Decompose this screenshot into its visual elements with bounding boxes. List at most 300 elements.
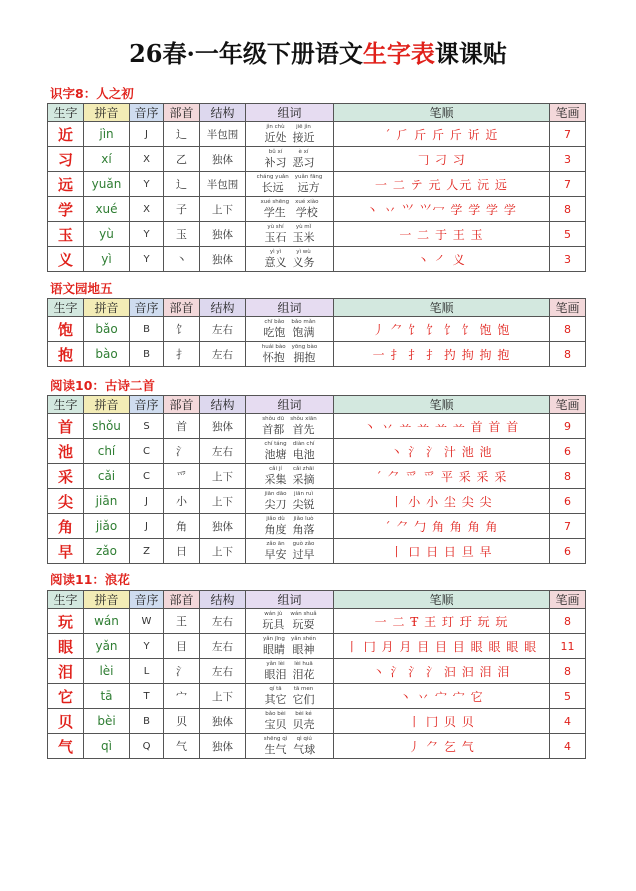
cell-strokes: ´ ⺈ 勹 角 角 角 角 (334, 514, 550, 539)
word-pinyin: bèi ké (295, 711, 312, 717)
word-pinyin: tā men (293, 686, 314, 692)
cell-order: Q (130, 734, 164, 759)
table-row (48, 709, 586, 734)
word-pinyin: jiān ruì (294, 491, 313, 497)
cell-words (246, 609, 334, 634)
cell-struct: 独体 (200, 222, 246, 247)
header-struct: 结构 (200, 104, 246, 122)
header-char: 生字 (48, 104, 84, 122)
word-item (263, 320, 285, 338)
cell-words (246, 342, 334, 367)
character-table (47, 590, 586, 759)
header-struct: 结构 (200, 299, 246, 317)
word-pinyin: yǎn jīng (263, 636, 285, 642)
cell-words (246, 489, 334, 514)
cell-pinyin: yǎn (84, 634, 130, 659)
cell-count: 5 (550, 222, 586, 247)
word-item (293, 662, 315, 680)
cell-strokes: 丶 丷 䒑 䒑 䒑 䒑 首 首 首 (334, 414, 550, 439)
word-pinyin: jiān dāo (264, 491, 287, 497)
header-order: 音序 (130, 104, 164, 122)
word-pinyin: jiē jìn (296, 124, 311, 130)
word-pinyin: cǎi jí (269, 466, 282, 472)
word-hanzi: 玩耍 (292, 618, 315, 631)
word-pinyin: bǎo mǎn (291, 319, 316, 325)
word-list (246, 492, 333, 510)
word-item (262, 417, 284, 435)
cell-strokes: 丶 ㇒ 义 (334, 247, 550, 272)
cell-struct: 上下 (200, 464, 246, 489)
cell-pinyin: bèi (84, 709, 130, 734)
word-pinyin: chī bǎo (264, 319, 285, 325)
word-hanzi: 池塘 (264, 448, 287, 461)
cell-count: 8 (550, 317, 586, 342)
cell-char: 玉 (48, 222, 84, 247)
word-item (293, 492, 315, 510)
cell-words (246, 709, 334, 734)
character-table (47, 395, 586, 564)
word-pinyin: lèi huā (294, 661, 313, 667)
word-hanzi: 气球 (293, 743, 316, 756)
word-list (246, 637, 333, 655)
cell-struct: 左右 (200, 634, 246, 659)
word-hanzi: 尖锐 (292, 498, 315, 511)
cell-radical: 宀 (164, 684, 200, 709)
word-list (246, 200, 333, 218)
table-row (48, 197, 586, 222)
cell-struct: 独体 (200, 734, 246, 759)
word-item (265, 225, 287, 243)
word-pinyin: wán shuǎ (290, 611, 317, 617)
cell-struct: 独体 (200, 414, 246, 439)
word-hanzi: 玉石 (264, 231, 287, 244)
cell-order: J (130, 514, 164, 539)
cell-strokes: ´ ⺁ 斤 斤 斤 䜣 近 (334, 122, 550, 147)
word-pinyin: bǔ xí (268, 149, 283, 155)
word-hanzi: 角落 (292, 523, 315, 536)
cell-char: 尖 (48, 489, 84, 514)
word-pinyin: shǒu dū (262, 416, 285, 422)
header-order: 音序 (130, 396, 164, 414)
word-hanzi: 其它 (264, 693, 287, 706)
cell-strokes: 丶 氵 氵 汁 池 池 (334, 439, 550, 464)
word-item (293, 225, 315, 243)
word-hanzi: 吃饱 (263, 326, 286, 339)
cell-strokes: 一 扌 扌 扌 扚 拘 拘 抱 (334, 342, 550, 367)
word-item (293, 442, 315, 460)
word-pinyin: chí táng (264, 441, 287, 447)
title-prefix: 26春·一年级下册语文 (129, 39, 363, 68)
word-hanzi: 眼睛 (262, 643, 285, 656)
cell-order: Z (130, 539, 164, 564)
cell-char: 泪 (48, 659, 84, 684)
word-item (293, 517, 315, 535)
word-item (262, 345, 286, 363)
table-row (48, 634, 586, 659)
word-hanzi: 学生 (263, 206, 286, 219)
cell-struct: 独体 (200, 247, 246, 272)
word-pinyin: xué shēng (260, 199, 290, 205)
cell-count: 3 (550, 247, 586, 272)
word-item (265, 467, 287, 485)
word-list (246, 687, 333, 705)
header-radical: 部首 (164, 104, 200, 122)
cell-words (246, 414, 334, 439)
cell-pinyin: yì (84, 247, 130, 272)
cell-struct: 左右 (200, 342, 246, 367)
cell-char: 采 (48, 464, 84, 489)
cell-radical: 角 (164, 514, 200, 539)
word-pinyin: yuǎn fāng (294, 174, 323, 180)
header-strokes: 笔顺 (334, 396, 550, 414)
cell-order: B (130, 709, 164, 734)
cell-words (246, 247, 334, 272)
word-list (246, 417, 333, 435)
cell-char: 首 (48, 414, 84, 439)
word-pinyin: è xí (298, 149, 309, 155)
header-order: 音序 (130, 299, 164, 317)
word-item (291, 637, 316, 655)
header-pinyin: 拼音 (84, 591, 130, 609)
cell-strokes: 丨 冂 贝 贝 (334, 709, 550, 734)
cell-pinyin: xí (84, 147, 130, 172)
cell-words (246, 464, 334, 489)
cell-struct: 独体 (200, 514, 246, 539)
cell-order: S (130, 414, 164, 439)
word-item (265, 542, 287, 560)
cell-radical: 贝 (164, 709, 200, 734)
cell-count: 7 (550, 122, 586, 147)
cell-struct: 上下 (200, 489, 246, 514)
character-table (47, 298, 586, 367)
cell-radical: 丶 (164, 247, 200, 272)
cell-radical: 王 (164, 609, 200, 634)
cell-pinyin: xué (84, 197, 130, 222)
header-pinyin: 拼音 (84, 396, 130, 414)
header-radical: 部首 (164, 299, 200, 317)
title-accent: 生字表 (362, 39, 435, 68)
cell-order: Y (130, 172, 164, 197)
header-char: 生字 (48, 299, 84, 317)
cell-radical: 子 (164, 197, 200, 222)
word-item (263, 637, 285, 655)
cell-order: C (130, 439, 164, 464)
cell-radical: 辶 (164, 122, 200, 147)
cell-pinyin: chí (84, 439, 130, 464)
cell-char: 玩 (48, 609, 84, 634)
word-item (290, 612, 316, 630)
word-item (292, 345, 318, 363)
word-hanzi: 首先 (292, 423, 315, 436)
cell-struct: 独体 (200, 709, 246, 734)
word-item (293, 737, 315, 755)
cell-strokes: 丨 口 日 日 旦 早 (334, 539, 550, 564)
cell-radical: 扌 (164, 342, 200, 367)
cell-pinyin: zǎo (84, 539, 130, 564)
word-hanzi: 过早 (292, 548, 315, 561)
word-list (246, 175, 333, 193)
word-hanzi: 早安 (264, 548, 287, 561)
header-words: 组词 (246, 104, 334, 122)
word-item (293, 542, 315, 560)
word-pinyin: jiǎo dù (266, 516, 285, 522)
word-item (264, 442, 286, 460)
table-row (48, 684, 586, 709)
header-strokes: 笔顺 (334, 299, 550, 317)
header-radical: 部首 (164, 591, 200, 609)
word-item (265, 125, 287, 143)
header-strokes: 笔顺 (334, 591, 550, 609)
cell-struct: 独体 (200, 147, 246, 172)
cell-words (246, 514, 334, 539)
cell-radical: 目 (164, 634, 200, 659)
header-pinyin: 拼音 (84, 104, 130, 122)
word-hanzi: 宝贝 (264, 718, 287, 731)
cell-strokes: 丿 ⺈ 乞 气 (334, 734, 550, 759)
cell-radical: 氵 (164, 439, 200, 464)
header-char: 生字 (48, 591, 84, 609)
cell-strokes: 丨 冂 月 月 目 目 目 眼 眼 眼 眼 (334, 634, 550, 659)
word-hanzi: 补习 (264, 156, 287, 169)
table-row (48, 439, 586, 464)
word-pinyin: qì qiú (296, 736, 312, 742)
cell-count: 3 (550, 147, 586, 172)
word-hanzi: 义务 (292, 256, 315, 269)
cell-char: 义 (48, 247, 84, 272)
cell-pinyin: shǒu (84, 414, 130, 439)
cell-pinyin: yuǎn (84, 172, 130, 197)
word-pinyin: huái bào (261, 344, 286, 350)
cell-words (246, 222, 334, 247)
word-hanzi: 玉米 (292, 231, 315, 244)
cell-radical: 饣 (164, 317, 200, 342)
cell-words (246, 317, 334, 342)
cell-char: 学 (48, 197, 84, 222)
cell-count: 9 (550, 414, 586, 439)
word-hanzi: 接近 (292, 131, 315, 144)
word-pinyin: jìn chù (266, 124, 285, 130)
table-row (48, 147, 586, 172)
cell-strokes: 丿 ⺈ 饣 饣 饣 饣 饱 饱 (334, 317, 550, 342)
header-struct: 结构 (200, 396, 246, 414)
word-hanzi: 近处 (264, 131, 287, 144)
section-title: 阅读11：浪花 (50, 572, 130, 587)
cell-order: B (130, 342, 164, 367)
cell-order: W (130, 609, 164, 634)
word-list (246, 345, 333, 363)
word-pinyin: yù shí (267, 224, 284, 230)
cell-count: 6 (550, 489, 586, 514)
word-item (265, 150, 287, 168)
cell-pinyin: jiǎo (84, 514, 130, 539)
cell-order: Y (130, 247, 164, 272)
cell-strokes: 丶 丷 ⺍ ⺍⼍ 学 学 学 学 (334, 197, 550, 222)
cell-strokes: ´ ⺈ 爫 爫 平 采 采 采 (334, 464, 550, 489)
cell-words (246, 122, 334, 147)
cell-order: J (130, 122, 164, 147)
cell-char: 远 (48, 172, 84, 197)
word-list (246, 125, 333, 143)
word-pinyin: jiǎo luò (293, 516, 314, 522)
word-item (293, 125, 315, 143)
word-pinyin: diàn chí (292, 441, 315, 447)
word-item (293, 712, 315, 730)
word-hanzi: 恶习 (292, 156, 315, 169)
cell-order: X (130, 147, 164, 172)
word-pinyin: yì yì (269, 249, 282, 255)
cell-words (246, 734, 334, 759)
word-pinyin: shǒu xiān (290, 416, 317, 422)
section-title: 阅读10：古诗二首 (50, 378, 155, 393)
word-list (246, 250, 333, 268)
table-row (48, 734, 586, 759)
cell-pinyin: lèi (84, 659, 130, 684)
cell-words (246, 172, 334, 197)
cell-char: 抱 (48, 342, 84, 367)
header-words: 组词 (246, 396, 334, 414)
cell-strokes: 丨 小 小 尘 尖 尖 (334, 489, 550, 514)
table-row (48, 342, 586, 367)
cell-struct: 半包围 (200, 122, 246, 147)
cell-words (246, 684, 334, 709)
cell-struct: 左右 (200, 439, 246, 464)
word-hanzi: 怀抱 (262, 351, 285, 364)
word-hanzi: 生气 (264, 743, 287, 756)
cell-strokes: 𠃌 刁 习 (334, 147, 550, 172)
cell-radical: 乙 (164, 147, 200, 172)
word-list (246, 467, 333, 485)
cell-order: J (130, 489, 164, 514)
cell-count: 11 (550, 634, 586, 659)
word-item (265, 492, 287, 510)
word-pinyin: wán jù (264, 611, 283, 617)
cell-char: 贝 (48, 709, 84, 734)
word-item (293, 687, 315, 705)
cell-count: 6 (550, 439, 586, 464)
cell-pinyin: bǎo (84, 317, 130, 342)
cell-pinyin: jiān (84, 489, 130, 514)
cell-order: X (130, 197, 164, 222)
word-hanzi: 贝壳 (292, 718, 315, 731)
header-char: 生字 (48, 396, 84, 414)
cell-radical: 日 (164, 539, 200, 564)
cell-strokes: 丶 氵 氵 氵 汩 汩 泪 泪 (334, 659, 550, 684)
cell-order: B (130, 317, 164, 342)
cell-pinyin: tā (84, 684, 130, 709)
cell-radical: 爫 (164, 464, 200, 489)
cell-pinyin: cǎi (84, 464, 130, 489)
cell-order: C (130, 464, 164, 489)
table-row (48, 247, 586, 272)
word-hanzi: 眼神 (292, 643, 315, 656)
header-pinyin: 拼音 (84, 299, 130, 317)
table-row (48, 464, 586, 489)
word-item (293, 467, 315, 485)
word-item (265, 687, 287, 705)
table-row (48, 539, 586, 564)
word-pinyin: shēng qì (263, 736, 288, 742)
header-count: 笔画 (550, 299, 586, 317)
cell-words (246, 147, 334, 172)
word-item (291, 320, 315, 338)
word-item (265, 662, 287, 680)
cell-count: 8 (550, 464, 586, 489)
cell-count: 4 (550, 709, 586, 734)
table-row (48, 609, 586, 634)
word-hanzi: 饱满 (292, 326, 315, 339)
word-pinyin: bǎo bèi (265, 711, 286, 717)
word-pinyin: yǎn lèi (266, 661, 285, 667)
cell-count: 8 (550, 659, 586, 684)
cell-count: 8 (550, 609, 586, 634)
cell-struct: 上下 (200, 684, 246, 709)
cell-count: 7 (550, 514, 586, 539)
cell-radical: 辶 (164, 172, 200, 197)
cell-radical: 首 (164, 414, 200, 439)
table-row (48, 122, 586, 147)
word-item (293, 250, 315, 268)
word-pinyin: cǎi zhāi (293, 466, 314, 472)
word-item (265, 712, 287, 730)
cell-radical: 玉 (164, 222, 200, 247)
cell-char: 它 (48, 684, 84, 709)
cell-pinyin: yù (84, 222, 130, 247)
header-radical: 部首 (164, 396, 200, 414)
word-list (246, 737, 333, 755)
cell-pinyin: qì (84, 734, 130, 759)
word-hanzi: 玩具 (262, 618, 285, 631)
table-row (48, 222, 586, 247)
header-count: 笔画 (550, 396, 586, 414)
word-hanzi: 学校 (295, 206, 318, 219)
word-pinyin: cháng yuǎn (256, 174, 289, 180)
word-pinyin: yǎn shén (290, 636, 317, 642)
word-item (293, 150, 315, 168)
header-order: 音序 (130, 591, 164, 609)
word-list (246, 712, 333, 730)
cell-struct: 上下 (200, 197, 246, 222)
word-item (265, 250, 287, 268)
cell-strokes: 一 二 于 王 玉 (334, 222, 550, 247)
cell-count: 6 (550, 539, 586, 564)
header-struct: 结构 (200, 591, 246, 609)
word-hanzi: 长远 (261, 181, 284, 194)
word-hanzi: 尖刀 (264, 498, 287, 511)
word-hanzi: 眼泪 (264, 668, 287, 681)
word-hanzi: 角度 (264, 523, 287, 536)
header-words: 组词 (246, 299, 334, 317)
cell-words (246, 439, 334, 464)
cell-pinyin: bào (84, 342, 130, 367)
cell-char: 近 (48, 122, 84, 147)
character-table (47, 103, 586, 272)
cell-order: Y (130, 634, 164, 659)
cell-order: T (130, 684, 164, 709)
word-hanzi: 拥抱 (293, 351, 316, 364)
word-pinyin: zǎo ān (266, 541, 285, 547)
cell-order: Y (130, 222, 164, 247)
table-row (48, 317, 586, 342)
cell-count: 7 (550, 172, 586, 197)
word-pinyin: yì wù (296, 249, 311, 255)
cell-char: 角 (48, 514, 84, 539)
word-list (246, 542, 333, 560)
cell-radical: 气 (164, 734, 200, 759)
table-row (48, 514, 586, 539)
cell-struct: 半包围 (200, 172, 246, 197)
cell-words (246, 197, 334, 222)
word-list (246, 662, 333, 680)
